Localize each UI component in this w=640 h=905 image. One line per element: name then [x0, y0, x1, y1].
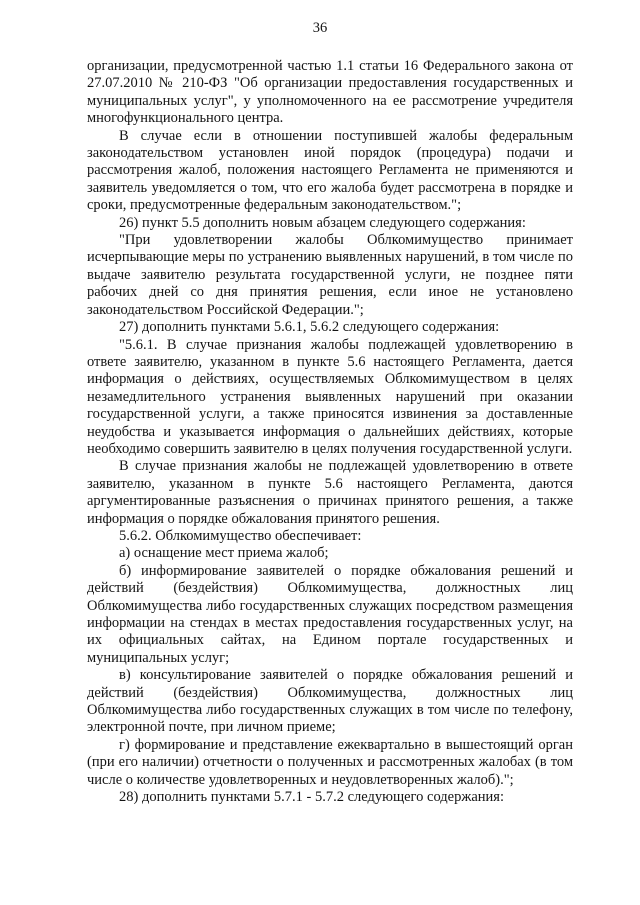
paragraph: 26) пункт 5.5 дополнить новым абзацем следующего содержания: [119, 214, 526, 231]
paragraph: 5.6.2. Облкомимущество обеспечивает: [119, 527, 362, 544]
paragraph: г) формирование и представление ежеквартально в вышестоящий орган (при его наличии) отчетности о полученных и рассмотренных жалобах (в том числе о количестве удовлетворенных и неудовлетворенных жалоб)."; [87, 736, 573, 788]
paragraph: а) оснащение мест приема жалоб; [119, 545, 329, 562]
paragraph: 27) дополнить пунктами 5.6.1, 5.6.2 следующего содержания: [119, 319, 500, 336]
paragraph: б) информирование заявителей о порядке обжалования решений и действий (бездействия) Облкомимущества, должностных лиц Облкомимущества либо государственных служащих посредством размещения информации на стендах в местах предоставления государственных услуг, на их официальных сайтах, на Едином портале государственных и муниципальных услуг; [87, 562, 573, 666]
paragraph: "5.6.1. В случае признания жалобы подлежащей удовлетворению в ответе заявителю, указанном в пункте 5.6 настоящего Регламента, дается информация о действиях, осуществляемых Облкомимуществом в целях незамедлительного устранения выявленных нарушений при оказании государственной услуги, а также приносятся извинения за доставленные неудобства и указывается информация о дальнейших действиях, которые необходимо совершить заявителю в целях получения государственной услуги. [87, 336, 573, 457]
paragraph: "При удовлетворении жалобы Облкомимущество принимает исчерпывающие меры по устранению выявленных нарушений, в том числе по выдаче заявителю результата государственной услуги, не позднее пяти рабочих дней со дня принятия решения, если иное не установлено законодательством Российской Федерации."; [87, 232, 573, 318]
paragraph: организации, предусмотренной частью 1.1 статьи 16 Федерального закона от 27.07.2010 № 210-ФЗ "Об организации предоставления государственных и муниципальных услуг", у уполномоченного на ее рассмотрение учредителя многофункционального центра. [87, 58, 573, 127]
paragraph: В случае если в отношении поступившей жалобы федеральным законодательством установлен иной порядок (процедура) подачи и рассмотрения жалоб, положения настоящего Регламента не применяются и заявитель уведомляется о том, что его жалоба будет рассмотрена в порядке и сроки, предусмотренные федеральным законодательством."; [87, 127, 573, 214]
paragraph: 28) дополнить пунктами 5.7.1 - 5.7.2 следующего содержания: [119, 789, 505, 806]
paragraph: В случае признания жалобы не подлежащей удовлетворению в ответе заявителю, указанном в пункте 5.6 настоящего Регламента, даются аргументированные разъяснения о причинах принятого решения, а также информация о порядке обжалования принятого решения. [87, 458, 573, 527]
document-body [87, 58, 573, 806]
paragraph: в) консультирование заявителей о порядке обжалования решений и действий (бездействия) Облкомимущества, должностных лиц Облкомимущества либо государственных служащих в том числе по телефону, электронной почте, при личном приеме; [87, 667, 573, 736]
page-number: 36 [312, 20, 328, 36]
